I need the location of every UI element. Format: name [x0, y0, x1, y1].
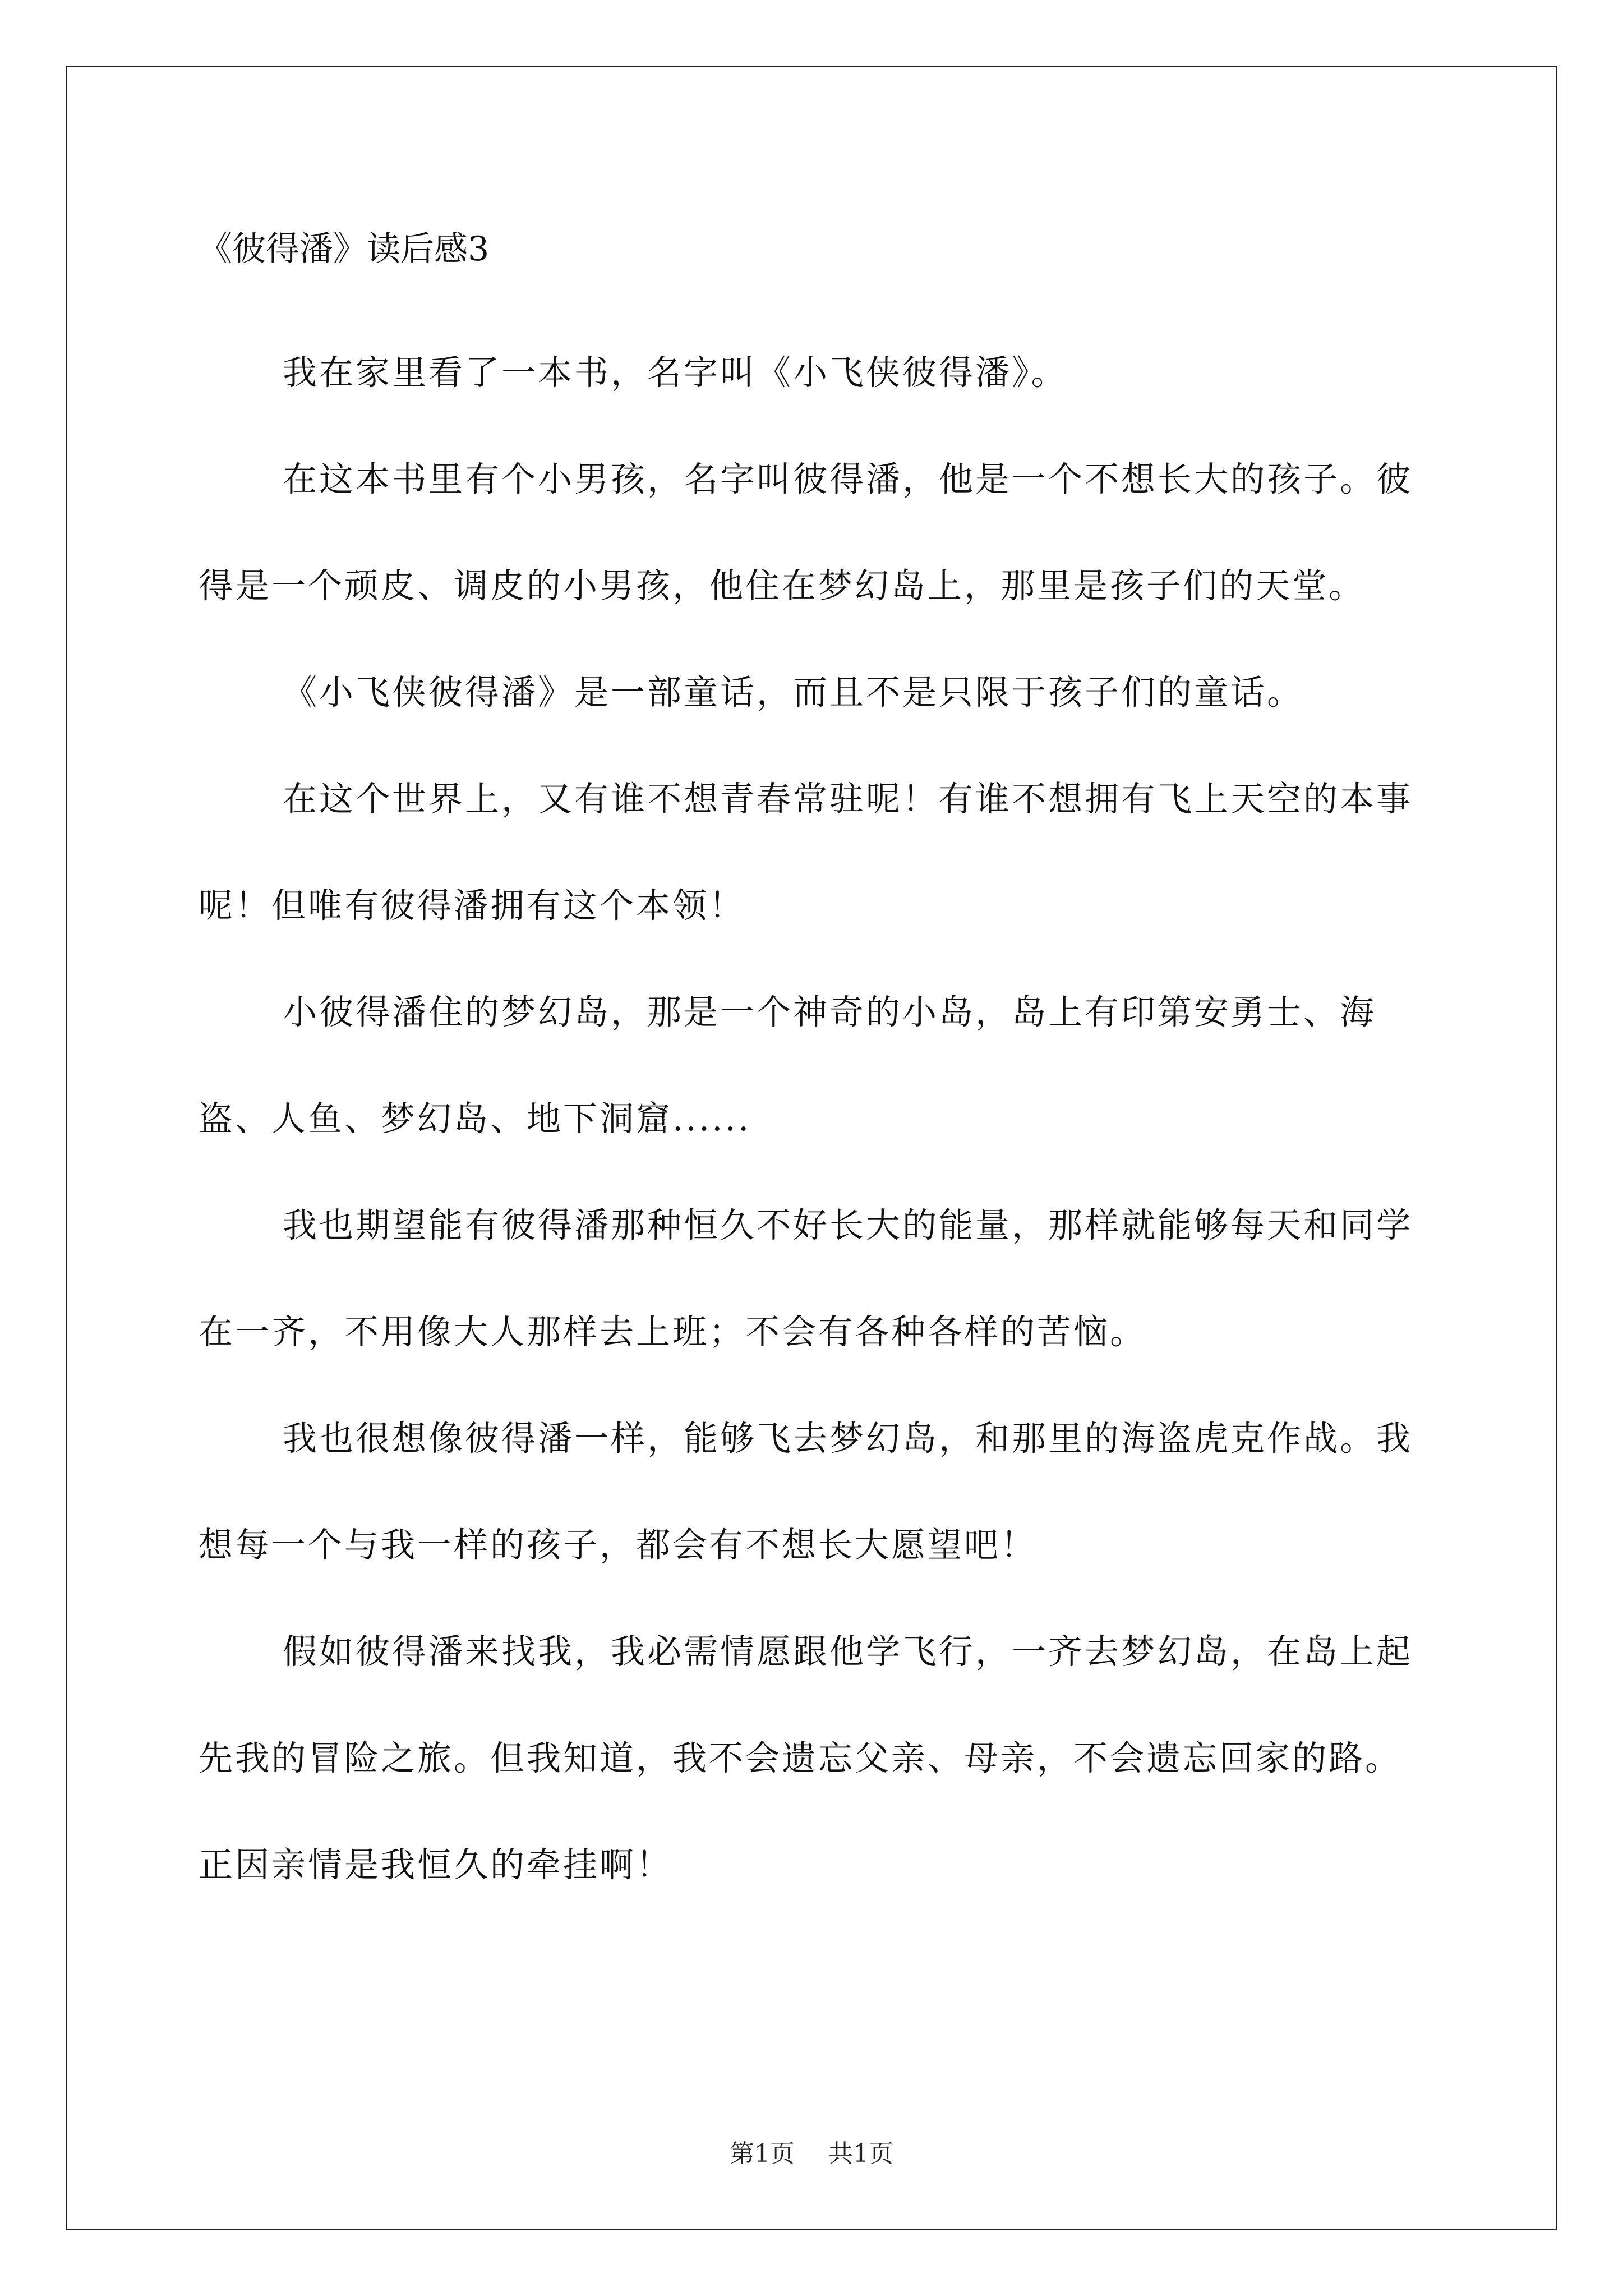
paragraph-1: 我在家里看了一本书，名字叫《小飞侠彼得潘》。 [283, 353, 1068, 393]
document-body [199, 213, 1432, 1918]
document-title: 《彼得潘》读后感3 [199, 229, 490, 269]
paragraph-8: 假如彼得潘来找我，我必需情愿跟他学飞行，一齐去梦幻岛，在岛上起先我的冒险之旅。但我知道，我不会遗忘父亲、母亲，不会遗忘回家的路。正因亲情是我恒久的牵挂啊！ [199, 1632, 1413, 1885]
paragraph-6: 我也期望能有彼得潘那种恒久不好长大的能量，那样就能够每天和同学在一齐，不用像大人那样去上班；不会有各种各样的苦恼。 [199, 1205, 1413, 1352]
paragraph-4: 在这个世界上，又有谁不想青春常驻呢！有谁不想拥有飞上天空的本事呢！但唯有彼得潘拥有这个本领！ [199, 779, 1413, 926]
paragraph-5: 小彼得潘住的梦幻岛，那是一个神奇的小岛，岛上有印第安勇士、海盗、人鱼、梦幻岛、地下洞窟...... [199, 992, 1377, 1139]
page-number: 第1页 [730, 2139, 795, 2168]
page-total: 共1页 [828, 2139, 893, 2168]
paragraph-3: 《小飞侠彼得潘》是一部童话，而且不是只限于孩子们的童话。 [283, 673, 1304, 712]
paragraph-2: 在这本书里有个小男孩，名字叫彼得潘，他是一个不想长大的孩子。彼得是一个顽皮、调皮的小男孩，他住在梦幻岛上，那里是孩子们的天堂。 [199, 459, 1413, 606]
paragraph-7: 我也很想像彼得潘一样，能够飞去梦幻岛，和那里的海盗虎克作战。我想每一个与我一样的孩子，都会有不想长大愿望吧！ [199, 1419, 1413, 1565]
page-footer [0, 2137, 1623, 2171]
